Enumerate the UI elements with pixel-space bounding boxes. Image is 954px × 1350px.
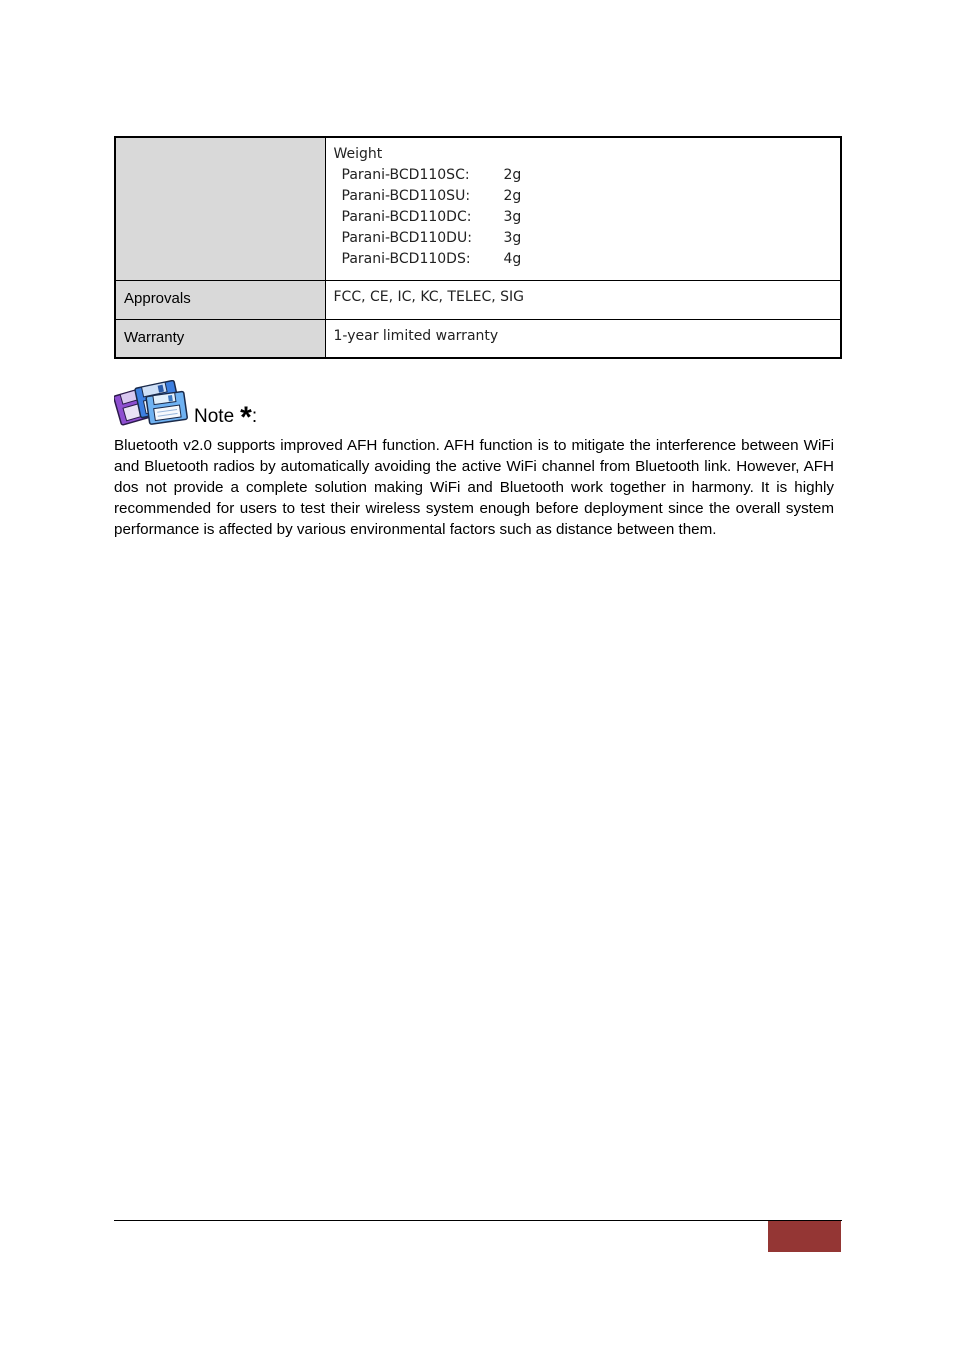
weight-item-model: Parani-BCD110SC: [341, 167, 470, 183]
weight-item [334, 165, 833, 186]
note-colon: : [251, 406, 258, 427]
weight-item-model: Parani-BCD110DU: [341, 230, 472, 246]
note-label-text: Note [194, 406, 235, 427]
warranty-row [115, 319, 841, 358]
weight-item-value: 3g [503, 209, 522, 225]
note-header [114, 380, 414, 434]
weight-item-value: 3g [503, 230, 522, 246]
weight-item [334, 228, 833, 249]
weight-item-value: 2g [503, 167, 522, 183]
note-body: Bluetooth v2.0 supports improved AFH function. AFH function is to mitigate the interference between WiFi and Bluetooth radios by automatically avoiding the active WiFi channel from Bluetooth link. However, AFH dos not provide a complete solution making WiFi and Bluetooth work together in harmony. It is highly recommended for users to test their wireless system enough before deployment since the overall system performance is affected by various environmental factors such as distance between them. [114, 437, 834, 538]
weight-value-cell [325, 137, 841, 280]
weight-row [115, 137, 841, 280]
warranty-label: Warranty [115, 319, 325, 358]
approvals-label: Approvals [115, 280, 325, 319]
note-label [194, 401, 258, 434]
footer-rule [114, 1220, 842, 1221]
warranty-value: 1-year limited warranty [325, 319, 841, 358]
weight-item-value: 2g [503, 188, 522, 204]
note-star: * [240, 401, 252, 434]
weight-item-model: Parani-BCD110DC: [341, 209, 472, 225]
weight-item-model: Parani-BCD110DS: [341, 251, 471, 267]
weight-item [334, 207, 833, 228]
weight-item [334, 249, 833, 270]
weight-item [334, 186, 833, 207]
approvals-value: FCC, CE, IC, KC, TELEC, SIG [325, 280, 841, 319]
footer-page-block [768, 1221, 841, 1252]
floppy-disks-icon [114, 380, 190, 426]
approvals-row [115, 280, 841, 319]
weight-item-model: Parani-BCD110SU: [341, 188, 471, 204]
spec-table [114, 136, 842, 359]
weight-title: Weight [333, 146, 383, 162]
weight-label-cell [115, 137, 325, 280]
weight-item-value: 4g [503, 251, 522, 267]
